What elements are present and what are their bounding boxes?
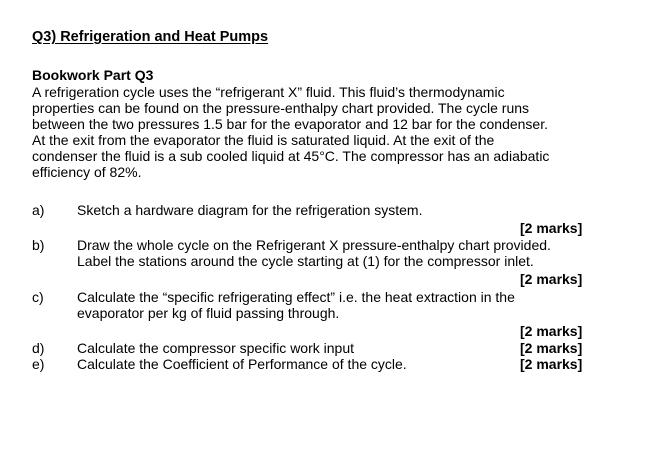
intro-line: efficiency of 82%. bbox=[32, 164, 142, 180]
intro-line: At the exit from the evaporator the fluid is saturated liquid. At the exit of the bbox=[32, 132, 495, 148]
question-letter: c) bbox=[32, 289, 44, 305]
marks-label: [2 marks] bbox=[520, 271, 583, 287]
intro-line: properties can be found on the pressure-enthalpy chart provided. The cycle runs bbox=[32, 100, 530, 116]
question-text: Calculate the Coefficient of Performance of the cycle. bbox=[77, 356, 407, 372]
marks-label: [2 marks] bbox=[520, 323, 583, 339]
question-text: Sketch a hardware diagram for the refrigeration system. bbox=[77, 202, 423, 218]
question-text: Calculate the “specific refrigerating effect” i.e. the heat extraction in the bbox=[77, 289, 515, 305]
marks-label: [2 marks] bbox=[520, 220, 583, 236]
marks-label: [2 marks] bbox=[520, 340, 583, 356]
section-title: Bookwork Part Q3 bbox=[32, 67, 154, 83]
question-text: Draw the whole cycle on the Refrigerant X pressure-enthalpy chart provided. bbox=[77, 237, 551, 253]
question-letter: b) bbox=[32, 237, 45, 253]
intro-line: condenser the fluid is a sub cooled liquid at 45°C. The compressor has an adiabatic bbox=[32, 148, 550, 164]
marks-label: [2 marks] bbox=[520, 356, 583, 372]
question-text: Label the stations around the cycle starting at (1) for the compressor inlet. bbox=[77, 253, 534, 269]
intro-line: A refrigeration cycle uses the “refrigerant X” fluid. This fluid’s thermodynamic bbox=[32, 84, 505, 100]
question-letter: d) bbox=[32, 340, 45, 356]
intro-line: between the two pressures 1.5 bar for the evaporator and 12 bar for the condenser. bbox=[32, 116, 548, 132]
question-text: evaporator per kg of fluid passing through. bbox=[77, 305, 340, 321]
question-letter: e) bbox=[32, 356, 45, 372]
question-text: Calculate the compressor specific work input bbox=[77, 340, 355, 356]
page-heading: Q3) Refrigeration and Heat Pumps bbox=[32, 29, 269, 45]
question-letter: a) bbox=[32, 202, 45, 218]
